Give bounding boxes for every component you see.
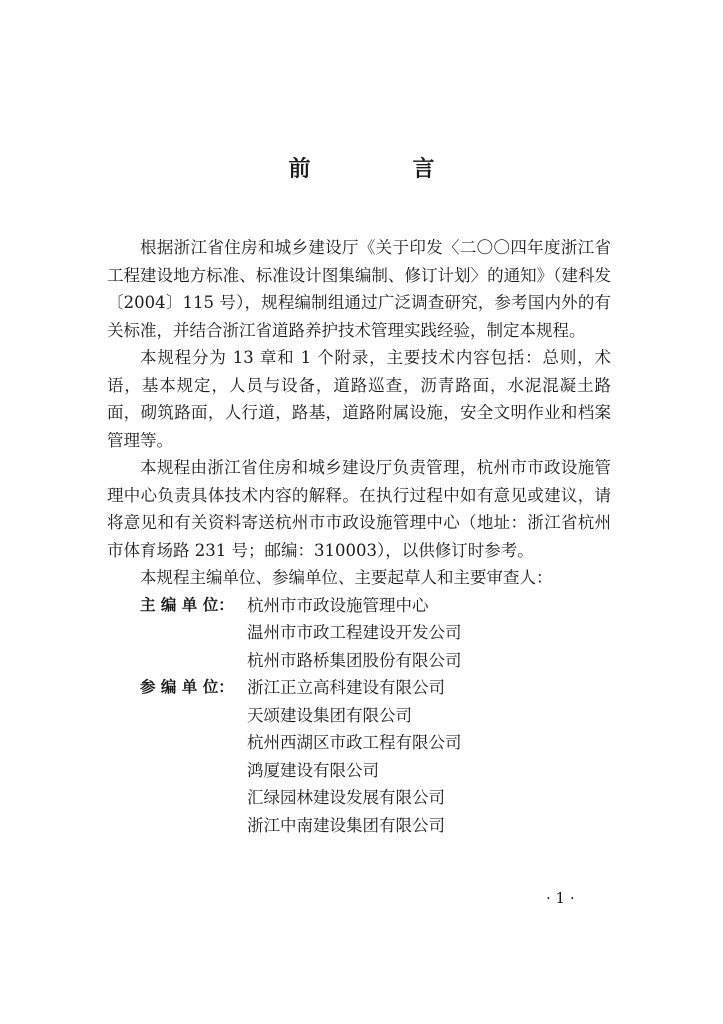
page-number: · 1 · [546,889,575,907]
participating-unit-item: 浙江中南建设集团有限公司 [247,815,445,835]
participating-units-label: 参 编 单 位： [140,678,234,696]
chief-units-list [247,592,611,675]
participating-unit-item: 天颂建设集团有限公司 [247,705,412,725]
participating-unit-item: 鸿厦建设有限公司 [247,760,379,780]
paragraph-1: 根据浙江省住房和城乡建设厅《关于印发〈二〇〇四年度浙江省工程建设地方标准、标准设计图集编制、修订计划〉的通知》（建科发〔2004〕115 号），规程编制组通过广泛调查研究，参考国内外的有关标准，并结合浙江省道路养护技术管理实践经验，制定本规程。 [107,238,611,340]
participating-unit-item: 杭州西湖区市政工程有限公司 [247,733,462,752]
participating-unit-item: 浙江正立高科建设有限公司 [247,678,445,697]
participating-unit-item: 汇绿园林建设发展有限公司 [247,788,445,807]
paragraph-4: 本规程主编单位、参编单位、主要起草人和主要审查人： [140,568,553,587]
participating-units-list [247,674,611,839]
chief-unit-item: 杭州市市政设施管理中心 [247,595,429,615]
page-title: 前 言 [288,157,475,182]
chief-unit-item: 杭州市路桥集团股份有限公司 [247,650,462,670]
paragraph-3: 本规程由浙江省住房和城乡建设厅负责管理，杭州市市政设施管理中心负责具体技术内容的解释。在执行过程中如有意见或建议，请将意见和有关资料寄送杭州市市政设施管理中心（地址：浙江省杭州市体育场路 231 号；邮编：310003），以供修订时参考。 [107,458,611,560]
chief-units-block [107,592,611,675]
chief-unit-item: 温州市市政工程建设开发公司 [247,623,462,642]
preface-body [107,234,611,839]
participating-units-block [107,674,611,839]
paragraph-2: 本规程分为 13 章和 1 个附录，主要技术内容包括：总则，术语，基本规定，人员与设备，道路巡查，沥青路面，水泥混凝土路面，砌筑路面，人行道，路基，道路附属设施，安全文明作业和档案管理等。 [107,348,611,450]
chief-units-label: 主 编 单 位： [140,595,234,614]
